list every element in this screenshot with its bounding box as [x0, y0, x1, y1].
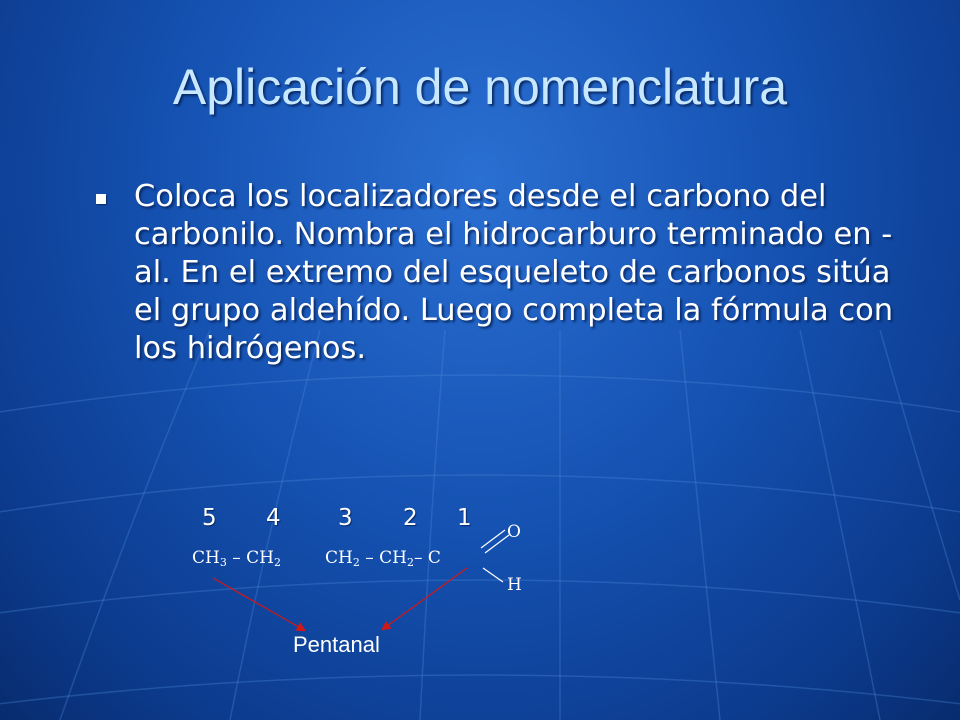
arrow-left [213, 578, 304, 630]
bullet-text: Coloca los localizadores desde el carbono del carbonilo. Nombra el hidrocarburo terminado en -al. En el extremo del esqueleto de carbonos sitúa el grupo aldehído. Luego completa la fórmula con los hidrógenos. [134, 179, 894, 366]
arrow-right [383, 568, 467, 629]
atom-hydrogen: H [507, 575, 522, 595]
locant-1: 1 [457, 505, 472, 531]
double-bond-line-2 [485, 535, 509, 553]
double-bond-line-1 [481, 530, 505, 548]
locant-2: 2 [403, 505, 418, 531]
locant-5: 5 [202, 505, 217, 531]
locant-4: 4 [266, 505, 281, 531]
locant-3: 3 [338, 505, 353, 531]
compound-name: Pentanal [293, 632, 380, 657]
formula-ch2-ch2-c: $CH_2 - CH_2-$ C [325, 548, 441, 569]
single-bond-line [483, 568, 503, 582]
atom-oxygen: O [507, 522, 521, 542]
slide-title: Aplicación de nomenclatura [172, 59, 788, 115]
formula-ch3-ch2: $CH_3 - CH_2$ [192, 548, 281, 569]
